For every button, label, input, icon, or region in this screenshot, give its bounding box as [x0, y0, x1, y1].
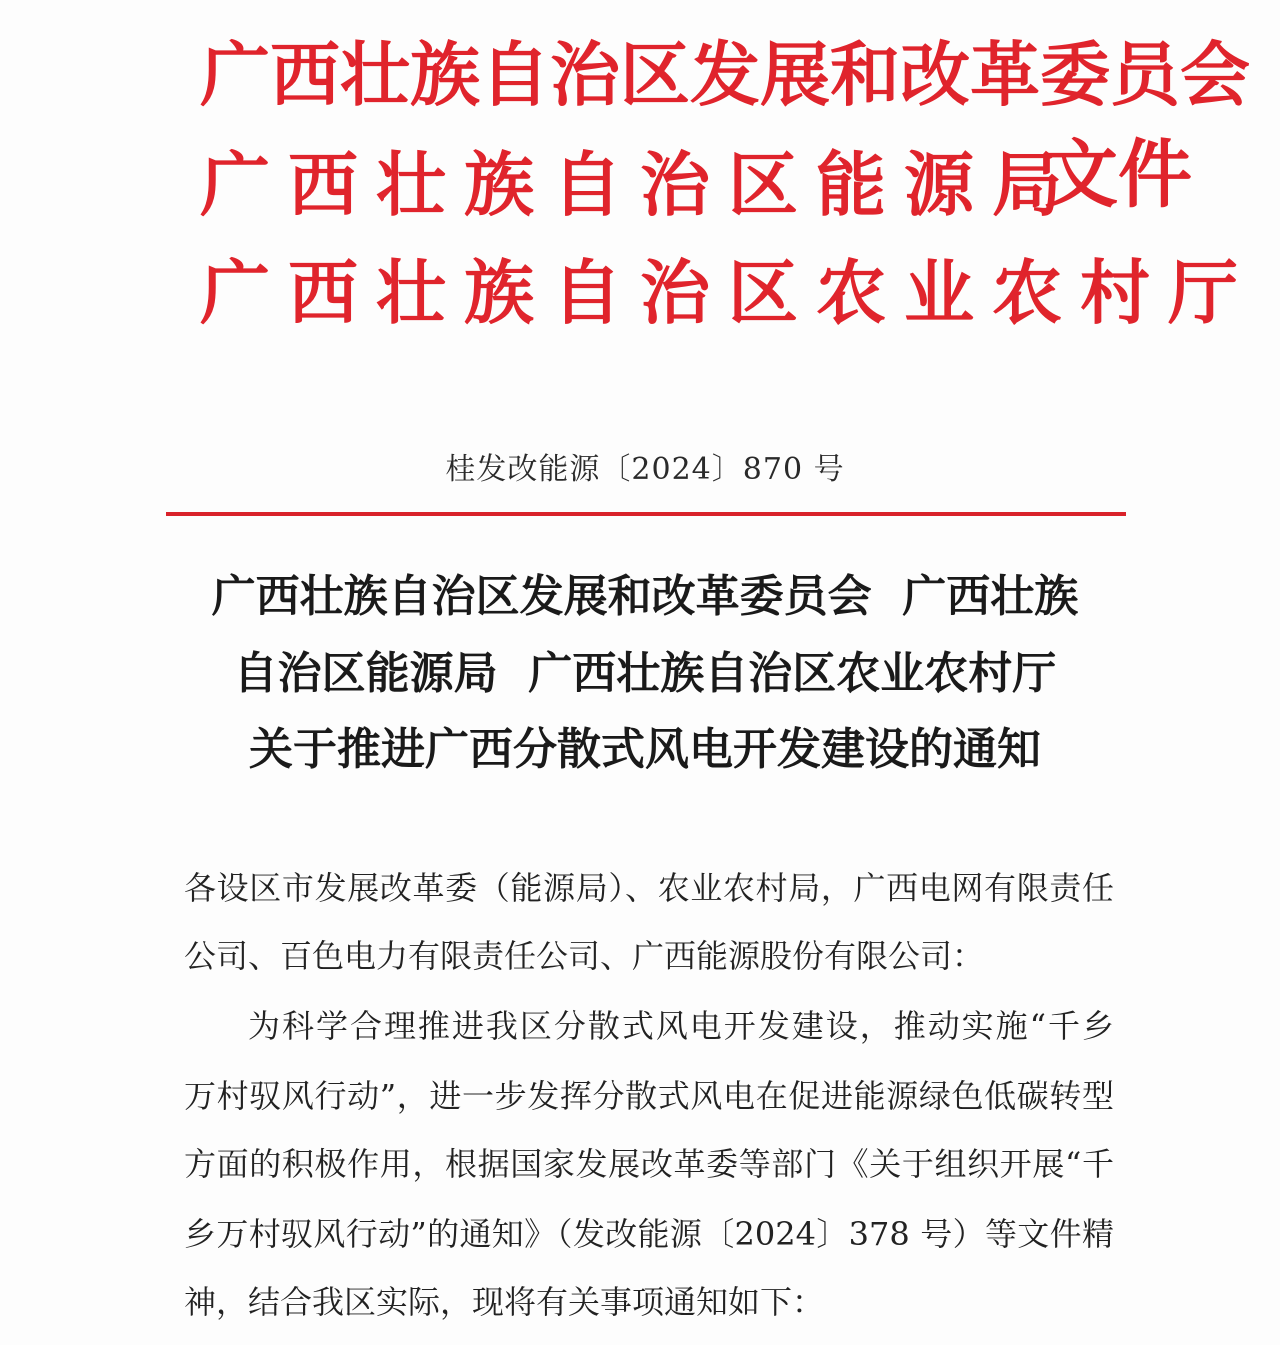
- document-title-line-3: 关于推进广西分散式风电开发建设的通知: [249, 724, 1041, 775]
- issuer-agriculture-dept: 广西壮族自治区农业农村厅: [200, 251, 1256, 334]
- paragraph-line-5: 神，结合我区实际，现将有关事项通知如下：: [184, 1283, 825, 1321]
- paragraph-line-1: 为科学合理推进我区分散式风电开发建设，推动实施“千乡: [248, 1007, 1114, 1045]
- issuer-energy-bureau: 广西壮族自治区能源局: [200, 143, 1080, 226]
- issuer-ndrc: 广西壮族自治区发展和改革委员会: [200, 33, 1250, 116]
- recipients-line-1: 各设区市发展改革委（能源局）、农业农村局，广西电网有限责任: [184, 869, 1114, 907]
- paragraph-line-2: 万村驭风行动”，进一步发挥分散式风电在促进能源绿色低碳转型: [184, 1077, 1114, 1115]
- recipients-line-2: 公司、百色电力有限责任公司、广西能源股份有限公司：: [184, 937, 985, 975]
- document-title-line-2: 自治区能源局 广西壮族自治区农业农村厅: [233, 648, 1057, 699]
- paragraph-line-3: 方面的积极作用，根据国家发展改革委等部门《关于组织开展“千: [184, 1145, 1114, 1183]
- document-title-line-1: 广西壮族自治区发展和改革委员会 广西壮族: [211, 571, 1079, 622]
- paragraph-line-4: 乡万村驭风行动”的通知》（发改能源〔2024〕378 号）等文件精: [184, 1215, 1114, 1253]
- document-number: 桂发改能源〔2024〕870 号: [445, 452, 845, 487]
- red-divider-rule: [166, 512, 1126, 516]
- document-type-label: 文件: [1044, 132, 1192, 218]
